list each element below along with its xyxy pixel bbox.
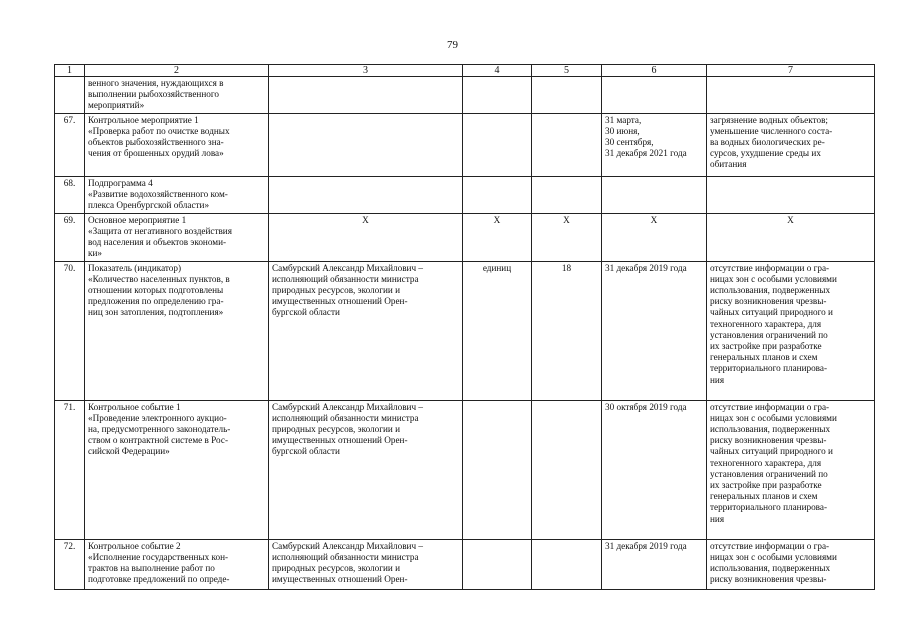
table-row [55, 400, 875, 539]
risk-description [707, 77, 875, 114]
responsible-person: Самбурский Александр Михайлович – исполняющий обязанности министра природных ресурсов, экологии и имущественных отношений Орен- бургской области [269, 400, 463, 539]
row-number: 69. [55, 213, 85, 261]
item-name: Подпрограмма 4 «Развитие водохозяйственного ком- плекса Оренбургской области» [85, 176, 269, 213]
unit: X [463, 213, 532, 261]
column-header: 4 [463, 65, 532, 77]
responsible-person [269, 113, 463, 176]
item-name: венного значения, нуждающихся в выполнении рыбохозяйственного мероприятий» [85, 77, 269, 114]
responsible-person: Самбурский Александр Михайлович – исполняющий обязанности министра природных ресурсов, экологии и имущественных отношений Орен- бургской области [269, 261, 463, 400]
item-name: Основное мероприятие 1 «Защита от негативного воздействия вод населения и объектов экономи- ки» [85, 213, 269, 261]
column-header: 3 [269, 65, 463, 77]
responsible-person: X [269, 213, 463, 261]
deadline: 31 декабря 2019 года [602, 539, 707, 589]
unit [463, 77, 532, 114]
value [532, 176, 602, 213]
column-header-row [55, 65, 875, 77]
table-row [55, 213, 875, 261]
row-number: 67. [55, 113, 85, 176]
unit: единиц [463, 261, 532, 400]
unit [463, 176, 532, 213]
item-name: Контрольное событие 2 «Исполнение государственных кон- трактов на выполнение работ по подготовке предложений по опреде- [85, 539, 269, 589]
deadline: X [602, 213, 707, 261]
value [532, 400, 602, 539]
deadline: 31 декабря 2019 года [602, 261, 707, 400]
table-row [55, 113, 875, 176]
item-name: Контрольное мероприятие 1 «Проверка работ по очистке водных объектов рыбохозяйственного зна- чения от брошенных орудий лова» [85, 113, 269, 176]
column-header: 1 [55, 65, 85, 77]
risk-description: отсутствие информации о гра- ницах зон с особыми условиями использования, подверженных риску возникновения чрезвы- чайных ситуаций природного и техногенного характера, для установления ограничений по их застройке при разработке генеральных планов и схем территориального планирова- ния [707, 400, 875, 539]
value: 18 [532, 261, 602, 400]
risk-description [707, 176, 875, 213]
row-number: 72. [55, 539, 85, 589]
row-number [55, 77, 85, 114]
risk-description: загрязнение водных объектов; уменьшение численного соста- ва водных биологических ре- сурсов, ухудшение среды их обитания [707, 113, 875, 176]
value [532, 539, 602, 589]
value: X [532, 213, 602, 261]
risk-description: отсутствие информации о гра- ницах зон с особыми условиями использования, подверженных риску возникновения чрезвы- [707, 539, 875, 589]
deadline: 30 октября 2019 года [602, 400, 707, 539]
responsible-person [269, 77, 463, 114]
column-header: 5 [532, 65, 602, 77]
risk-description: X [707, 213, 875, 261]
deadline [602, 77, 707, 114]
table-row [55, 539, 875, 589]
item-name: Контрольное событие 1 «Проведение электронного аукцио- на, предусмотренного законодатель- ством о контрактной системе в Рос- сийской Федерации» [85, 400, 269, 539]
unit [463, 400, 532, 539]
unit [463, 113, 532, 176]
column-header: 2 [85, 65, 269, 77]
deadline [602, 176, 707, 213]
deadline: 31 марта, 30 июня, 30 сентября, 31 декабря 2021 года [602, 113, 707, 176]
page-number: 79 [447, 39, 458, 51]
responsible-person [269, 176, 463, 213]
unit [463, 539, 532, 589]
table-row [55, 261, 875, 400]
row-number: 68. [55, 176, 85, 213]
risk-description: отсутствие информации о гра- ницах зон с особыми условиями использования, подверженных риску возникновения чрезвы- чайных ситуаций природного и техногенного характера, для установления ограничений по их застройке при разработке генеральных планов и схем территориального планирова- ния [707, 261, 875, 400]
column-header: 6 [602, 65, 707, 77]
value [532, 77, 602, 114]
column-header: 7 [707, 65, 875, 77]
item-name: Показатель (индикатор) «Количество населенных пунктов, в отношении которых подготовлены предложения по определению гра- ниц зон затопления, подтопления» [85, 261, 269, 400]
value [532, 113, 602, 176]
table-row [55, 77, 875, 114]
document-table [54, 64, 875, 590]
row-number: 70. [55, 261, 85, 400]
row-number: 71. [55, 400, 85, 539]
table-row [55, 176, 875, 213]
responsible-person: Самбурский Александр Михайлович – исполняющий обязанности министра природных ресурсов, экологии и имущественных отношений Орен- [269, 539, 463, 589]
